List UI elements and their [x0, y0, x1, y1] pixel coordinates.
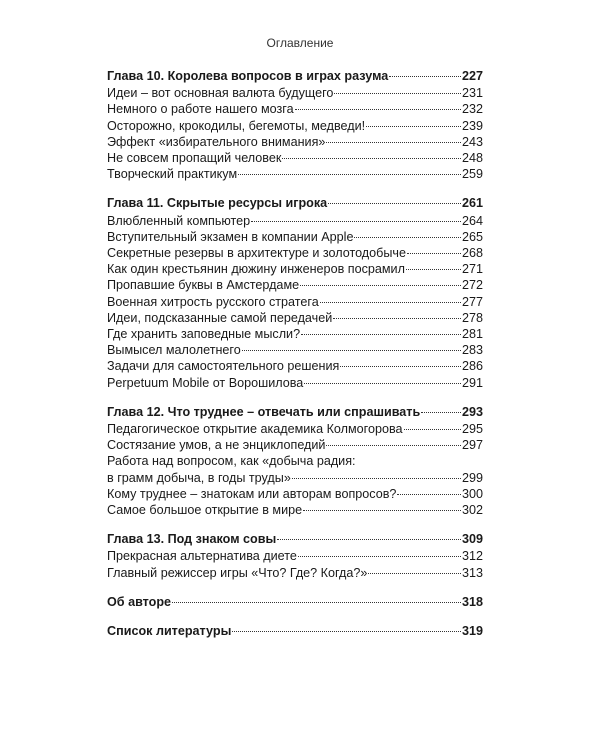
dot-leader	[397, 494, 461, 495]
dot-leader	[333, 318, 461, 319]
dot-leader	[366, 126, 461, 127]
toc-chapter-title: Глава 10. Королева вопросов в играх разума	[107, 69, 389, 83]
toc-entry-title: Влюбленный компьютер	[107, 213, 251, 228]
toc-entry[interactable]	[107, 85, 483, 101]
toc-page-number: 297	[461, 438, 483, 453]
toc-page-number: 313	[461, 565, 483, 580]
toc-page-number: 291	[461, 375, 483, 390]
toc-about-author[interactable]	[107, 594, 483, 610]
toc-section-chapter-11	[107, 195, 483, 390]
toc-page-number: 299	[461, 470, 483, 485]
toc-page-number: 264	[461, 213, 483, 228]
toc-section-chapter-12	[107, 404, 483, 518]
toc-entry[interactable]	[107, 502, 483, 518]
dot-leader	[251, 221, 461, 222]
dot-leader	[301, 334, 461, 335]
dot-leader	[295, 109, 461, 110]
toc-entry-title: Пропавшие буквы в Амстердаме	[107, 278, 300, 293]
toc-page-number: 259	[461, 167, 483, 182]
toc-section-chapter-13	[107, 531, 483, 581]
toc-page-number: 319	[461, 624, 483, 639]
toc-entry[interactable]	[107, 294, 483, 310]
toc-page-number: 295	[461, 422, 483, 437]
toc-entry-title: Вступительный экзамен в компании Apple	[107, 229, 354, 244]
toc-entry-title: Вымысел малолетнего	[107, 343, 241, 358]
dot-leader	[300, 285, 461, 286]
toc-entry-title-continuation: в грамм добыча, в годы труды»	[107, 470, 291, 485]
toc-entry[interactable]	[107, 213, 483, 229]
dot-leader	[404, 429, 461, 430]
toc-entry[interactable]	[107, 358, 483, 374]
toc-entry-title: Прекрасная альтернатива диете	[107, 549, 297, 564]
toc-page-number: 278	[461, 310, 483, 325]
toc-entry-continuation	[107, 470, 483, 486]
toc-chapter-heading[interactable]	[107, 68, 483, 84]
dot-leader	[232, 631, 461, 632]
toc-entry-title: Состязание умов, а не энциклопедий	[107, 438, 326, 453]
dot-leader	[298, 556, 461, 557]
toc-entry-title: Идеи, подсказанные самой передачей	[107, 310, 333, 325]
dot-leader	[328, 203, 461, 204]
toc-section-references	[107, 623, 483, 639]
toc-entry-title: Perpetuum Mobile от Ворошилова	[107, 375, 304, 390]
toc-section-chapter-10	[107, 68, 483, 182]
toc-entry-title: Идеи – вот основная валюта будущего	[107, 86, 334, 101]
dot-leader	[238, 174, 461, 175]
toc-chapter-heading[interactable]	[107, 531, 483, 547]
dot-leader	[320, 302, 461, 303]
toc-chapter-title: Глава 13. Под знаком совы	[107, 532, 277, 547]
table-of-contents	[107, 68, 483, 652]
toc-page-number: 277	[461, 294, 483, 309]
toc-chapter-title: Об авторе	[107, 594, 172, 609]
toc-entry-title: Главный режиссер игры «Что? Где? Когда?»	[107, 565, 368, 580]
toc-chapter-heading[interactable]	[107, 195, 483, 211]
toc-page-number: 302	[461, 503, 483, 518]
toc-entry[interactable]	[107, 261, 483, 277]
dot-leader	[292, 478, 461, 479]
toc-entry-title: Самое большое открытие в мире	[107, 503, 303, 518]
toc-references[interactable]	[107, 623, 483, 639]
toc-page-number: 309	[461, 532, 483, 547]
toc-page-number: 271	[461, 262, 483, 277]
dot-leader	[340, 366, 461, 367]
toc-page-number: 227	[461, 69, 483, 83]
toc-entry[interactable]	[107, 421, 483, 437]
dot-leader	[334, 93, 461, 94]
toc-entry-title: Творческий практикум	[107, 167, 238, 182]
dot-leader	[326, 142, 461, 143]
toc-entry[interactable]	[107, 342, 483, 358]
toc-entry-title: Не совсем пропащий человек	[107, 151, 282, 166]
toc-entry-title: Секретные резервы в архитектуре и золотодобыче	[107, 246, 406, 261]
dot-leader	[242, 350, 461, 351]
toc-chapter-title: Глава 11. Скрытые ресурсы игрока	[107, 196, 328, 211]
toc-chapter-title: Глава 12. Что труднее – отвечать или спрашивать	[107, 404, 421, 419]
toc-entry[interactable]	[107, 565, 483, 581]
toc-page-number: 312	[461, 549, 483, 564]
toc-page-number: 248	[461, 151, 483, 166]
dot-leader	[304, 383, 461, 384]
dot-leader	[407, 253, 461, 254]
toc-page-number: 293	[461, 404, 483, 419]
toc-page-number: 261	[461, 196, 483, 211]
toc-entry[interactable]	[107, 150, 483, 166]
toc-entry-title: Эффект «избирательного внимания»	[107, 134, 326, 149]
toc-entry-title: Немного о работе нашего мозга	[107, 102, 294, 117]
toc-entry-multiline[interactable]	[107, 453, 483, 485]
toc-entry-title: Осторожно, крокодилы, бегемоты, медведи!	[107, 118, 366, 133]
dot-leader	[172, 602, 461, 603]
toc-entry-title: Где хранить заповедные мысли?	[107, 327, 301, 342]
dot-leader	[421, 412, 461, 413]
dot-leader	[282, 158, 461, 159]
toc-page-number: 281	[461, 327, 483, 342]
toc-entry-title: Как один крестьянин дюжину инженеров посрамил	[107, 262, 405, 277]
toc-entry-title: Задачи для самостоятельного решения	[107, 359, 340, 374]
toc-entry[interactable]	[107, 166, 483, 182]
toc-entry[interactable]	[107, 326, 483, 342]
toc-page-number: 231	[461, 86, 483, 101]
toc-page-number: 286	[461, 359, 483, 374]
toc-page-number: 243	[461, 134, 483, 149]
toc-page-number: 318	[461, 594, 483, 609]
toc-section-about-author	[107, 594, 483, 610]
dot-leader	[354, 237, 461, 238]
dot-leader	[326, 445, 461, 446]
toc-entry[interactable]	[107, 310, 483, 326]
dot-leader	[303, 510, 461, 511]
toc-page-number: 265	[461, 229, 483, 244]
toc-page-number: 268	[461, 246, 483, 261]
dot-leader	[277, 539, 461, 540]
toc-chapter-title: Список литературы	[107, 624, 232, 639]
toc-entry[interactable]	[107, 375, 483, 391]
toc-entry[interactable]	[107, 229, 483, 245]
toc-entry-title: Работа над вопросом, как «добыча радия:	[107, 454, 356, 469]
toc-entry[interactable]	[107, 437, 483, 453]
toc-entry-title: Военная хитрость русского стратега	[107, 294, 319, 309]
toc-entry[interactable]	[107, 134, 483, 150]
toc-entry[interactable]	[107, 277, 483, 293]
toc-chapter-heading[interactable]	[107, 404, 483, 420]
dot-leader	[406, 269, 461, 270]
toc-entry[interactable]	[107, 118, 483, 134]
running-header: Оглавление	[266, 36, 334, 50]
dot-leader	[389, 76, 461, 77]
toc-page-number: 232	[461, 102, 483, 117]
toc-entry[interactable]	[107, 486, 483, 502]
toc-entry[interactable]	[107, 245, 483, 261]
toc-entry-title: Педагогическое открытие академика Колмогорова	[107, 422, 403, 437]
dot-leader	[368, 573, 461, 574]
toc-entry[interactable]	[107, 101, 483, 117]
toc-page-number: 300	[461, 486, 483, 501]
toc-page-number: 272	[461, 278, 483, 293]
toc-entry-title: Кому труднее – знатокам или авторам вопросов?	[107, 486, 397, 501]
toc-page-number: 283	[461, 343, 483, 358]
toc-page-number: 239	[461, 118, 483, 133]
toc-entry[interactable]	[107, 548, 483, 564]
